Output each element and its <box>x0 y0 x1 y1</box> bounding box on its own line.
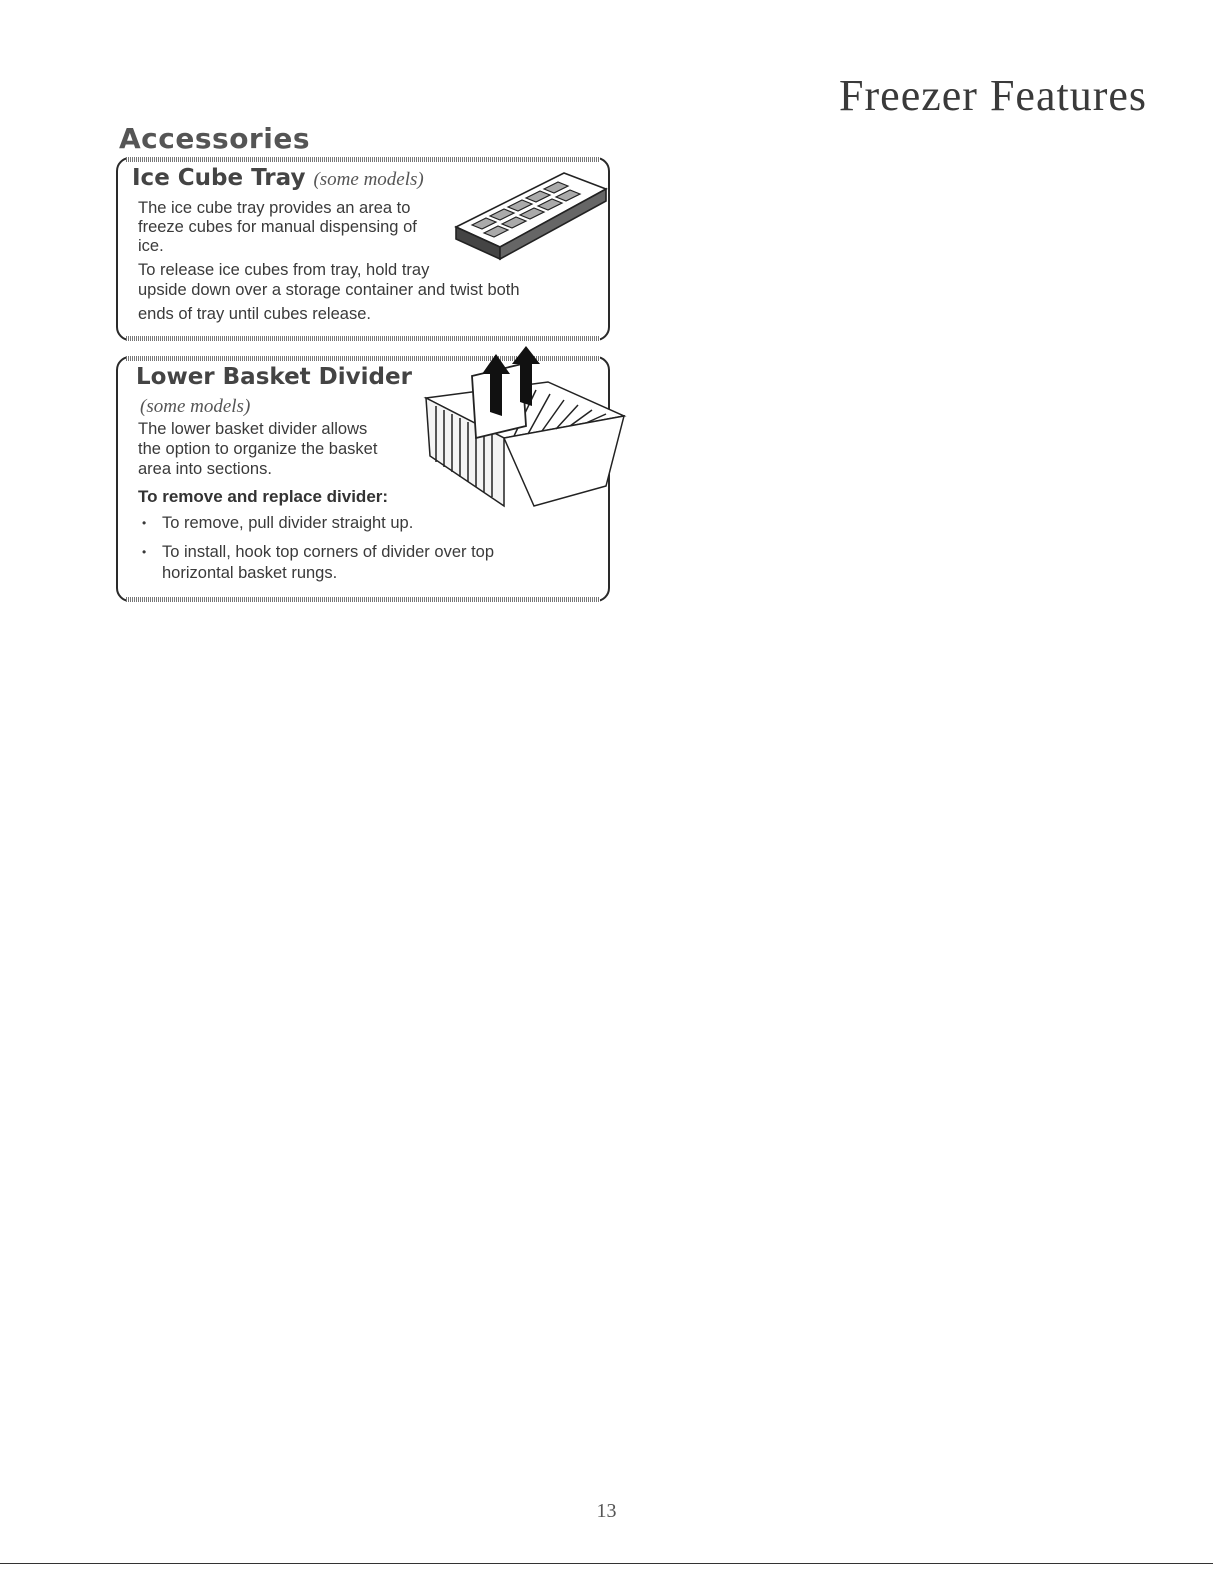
bullet-dot: • <box>142 545 147 559</box>
ice-cube-tray-line-4: To release ice cubes from tray, hold tray <box>138 261 430 279</box>
lower-basket-divider-note: (some models) <box>140 396 251 417</box>
ice-cube-tray-panel <box>116 157 610 341</box>
basket-divider-illustration <box>416 346 628 518</box>
remove-replace-subheading: To remove and replace divider: <box>138 487 389 506</box>
ice-cube-tray-line-3: ice. <box>138 237 164 255</box>
section-title: Accessories <box>119 122 310 155</box>
ice-cube-tray-line-5: upside down over a storage container and twist both <box>138 281 520 299</box>
ice-cube-tray-line-1: The ice cube tray provides an area to <box>138 199 411 217</box>
lower-basket-divider-title: Lower Basket Divider <box>136 364 412 390</box>
bullet-install <box>118 542 598 584</box>
lower-basket-divider-panel <box>116 356 610 602</box>
lower-basket-divider-line-2: the option to organize the basket <box>138 440 378 458</box>
lower-basket-divider-line-3: area into sections. <box>138 460 272 478</box>
page-number: 13 <box>596 1500 617 1522</box>
bullet-install-text-2: horizontal basket rungs. <box>162 564 338 582</box>
ice-cube-tray-title: Ice Cube Tray <box>132 165 306 191</box>
ice-cube-tray-line-2: freeze cubes for manual dispensing of <box>138 218 417 236</box>
bullet-remove-text: To remove, pull divider straight up. <box>162 514 414 532</box>
lower-basket-divider-line-1: The lower basket divider allows <box>138 420 368 438</box>
bullet-dot: • <box>142 516 147 530</box>
bullet-install-text-1: To install, hook top corners of divider over top <box>162 543 495 561</box>
page-title: Freezer Features <box>839 71 1147 120</box>
ice-cube-tray-heading <box>132 165 424 191</box>
ice-cube-tray-note: (some models) <box>313 169 424 190</box>
footer-rule <box>0 1563 1213 1564</box>
ice-cube-tray-line-6: ends of tray until cubes release. <box>138 305 371 323</box>
ice-cube-tray-illustration <box>452 167 610 263</box>
